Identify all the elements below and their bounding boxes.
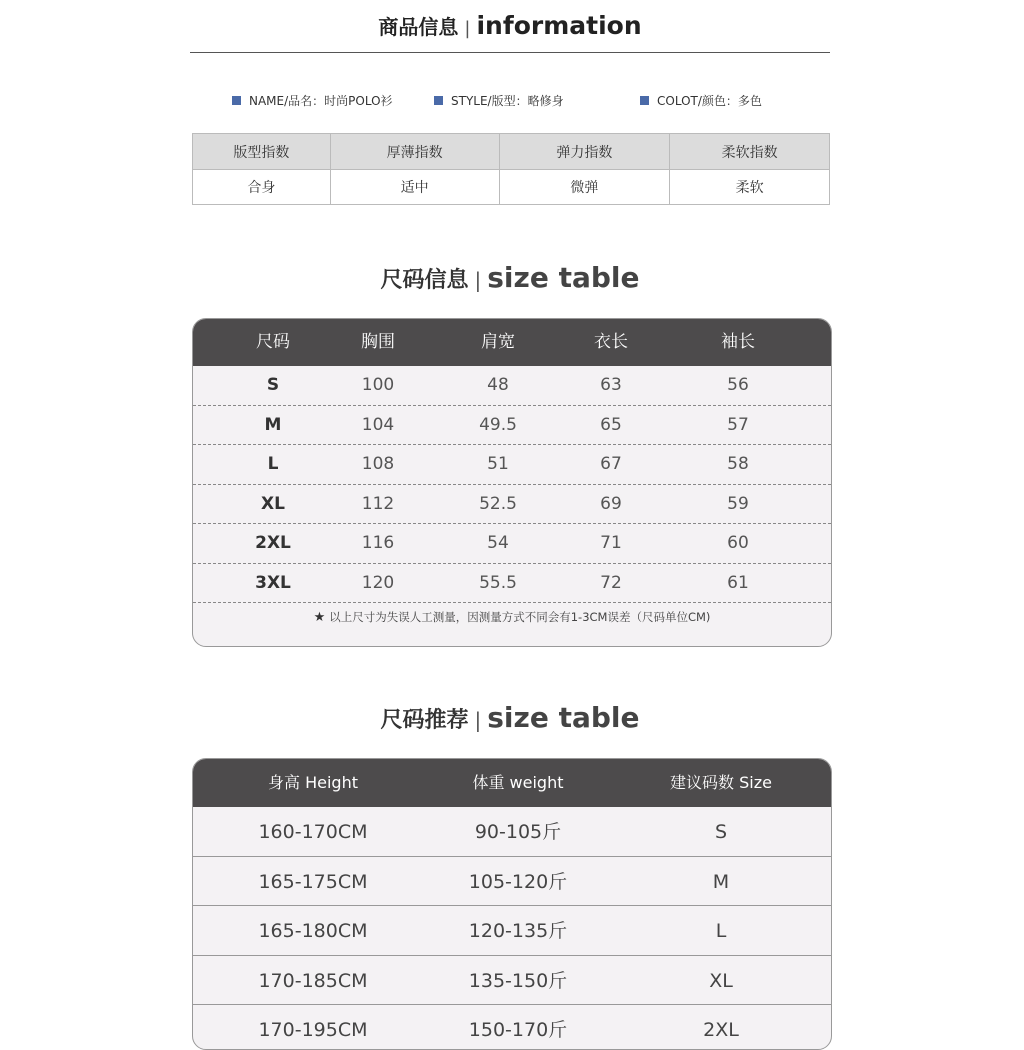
table-row [193, 1005, 831, 1050]
index-value-cell: 合身 [193, 170, 331, 205]
table-row [193, 857, 831, 907]
length-cell: 63 [600, 375, 622, 395]
header-size: 尺码 [256, 332, 290, 352]
size-table-header [193, 319, 831, 366]
index-value-cell: 微弹 [499, 170, 670, 205]
length-cell: 65 [600, 414, 622, 435]
measurement-note [193, 609, 831, 625]
table-row [193, 807, 831, 857]
sleeve-cell: 58 [727, 454, 749, 474]
height-cell: 165-175CM [258, 870, 368, 893]
size-recommend-table [192, 758, 832, 1050]
chest-cell: 116 [361, 533, 395, 553]
size-cell: S [266, 375, 280, 395]
recommend-table-header [193, 759, 831, 807]
table-row [193, 445, 831, 485]
length-cell: 69 [600, 493, 622, 514]
size-table [192, 318, 832, 647]
height-cell: 170-195CM [258, 1019, 368, 1041]
weight-cell: 105-120斤 [468, 870, 568, 893]
sleeve-cell: 57 [727, 414, 749, 435]
index-table-row [193, 170, 830, 205]
attribute-label: STYLE/版型：略修身 [451, 94, 564, 108]
header-chest: 胸围 [361, 332, 395, 352]
star-icon: ★ [313, 610, 326, 625]
weight-cell: 135-150斤 [468, 969, 568, 992]
height-cell: 170-185CM [258, 969, 368, 992]
title-divider [190, 52, 830, 53]
info-title-en: information [476, 11, 642, 40]
chest-cell: 120 [361, 572, 395, 593]
square-bullet-icon [640, 96, 649, 105]
table-row [193, 564, 831, 604]
header-length: 衣长 [594, 332, 628, 352]
header-sleeve: 袖长 [721, 332, 755, 352]
index-header-cell: 柔软指数 [670, 134, 830, 170]
square-bullet-icon [232, 96, 241, 105]
index-value-cell: 柔软 [670, 170, 830, 205]
chest-cell: 108 [361, 454, 395, 474]
table-row [193, 524, 831, 564]
header-shoulder: 肩宽 [481, 332, 515, 352]
shoulder-cell: 55.5 [479, 572, 517, 593]
index-header-cell: 弹力指数 [499, 134, 670, 170]
size-recommend-title-en: size table [487, 701, 640, 734]
height-cell: 165-180CM [258, 920, 368, 942]
size-cell: L [267, 454, 279, 474]
index-table [192, 133, 830, 205]
chest-cell: 112 [361, 493, 395, 514]
size-cell: XL [709, 969, 733, 992]
sleeve-cell: 56 [727, 375, 749, 395]
size-recommend-title [190, 698, 830, 738]
square-bullet-icon [434, 96, 443, 105]
size-cell: 3XL [255, 572, 291, 593]
note-text: 以上尺寸为失误人工测量，因测量方式不同会有1-3CM误差（尺码单位CM) [329, 610, 711, 624]
size-info-title-zh: 尺码信息 [380, 268, 469, 293]
table-row [193, 485, 831, 525]
table-row [193, 406, 831, 446]
title-separator: | [474, 708, 482, 732]
shoulder-cell: 48 [487, 375, 509, 395]
length-cell: 67 [600, 454, 622, 474]
size-cell: M [264, 414, 282, 435]
shoulder-cell: 49.5 [479, 414, 517, 435]
title-separator: | [464, 18, 471, 39]
size-cell: 2XL [255, 533, 291, 553]
index-table-header [193, 134, 830, 170]
size-cell: S [714, 821, 728, 843]
index-value-cell: 适中 [330, 170, 499, 205]
size-cell: L [715, 920, 727, 942]
chest-cell: 100 [361, 375, 395, 395]
weight-cell: 90-105斤 [474, 821, 562, 843]
shoulder-cell: 51 [487, 454, 509, 474]
index-header-cell: 版型指数 [193, 134, 331, 170]
size-cell: XL [261, 493, 285, 514]
index-header-cell: 厚薄指数 [330, 134, 499, 170]
table-row [193, 366, 831, 406]
shoulder-cell: 54 [487, 533, 509, 553]
length-cell: 72 [600, 572, 622, 593]
sleeve-cell: 59 [727, 493, 749, 514]
table-row [193, 906, 831, 956]
header-suggested-size: 建议码数 Size [670, 773, 772, 792]
size-info-title-en: size table [487, 261, 640, 294]
shoulder-cell: 52.5 [479, 493, 517, 514]
size-cell: M [712, 870, 730, 893]
header-height: 身高 Height [268, 773, 358, 792]
attribute-name [232, 92, 393, 110]
table-row [193, 956, 831, 1006]
attribute-label: COLOT/颜色：多色 [657, 94, 762, 108]
weight-cell: 120-135斤 [468, 920, 568, 942]
header-weight: 体重 weight [472, 773, 564, 792]
chest-cell: 104 [361, 414, 395, 435]
info-title-zh: 商品信息 [378, 15, 459, 39]
info-section-title [190, 8, 830, 44]
attribute-label: NAME/品名：时尚POLO衫 [249, 94, 393, 108]
size-info-title [190, 258, 830, 298]
size-cell: 2XL [703, 1019, 739, 1041]
weight-cell: 150-170斤 [468, 1019, 568, 1041]
attribute-color [640, 92, 762, 110]
height-cell: 160-170CM [258, 821, 368, 843]
length-cell: 71 [600, 533, 622, 553]
title-separator: | [474, 268, 482, 292]
size-recommend-title-zh: 尺码推荐 [380, 708, 469, 733]
sleeve-cell: 61 [727, 572, 749, 593]
attribute-style [434, 92, 564, 110]
attribute-list [232, 92, 832, 110]
sleeve-cell: 60 [727, 533, 749, 553]
